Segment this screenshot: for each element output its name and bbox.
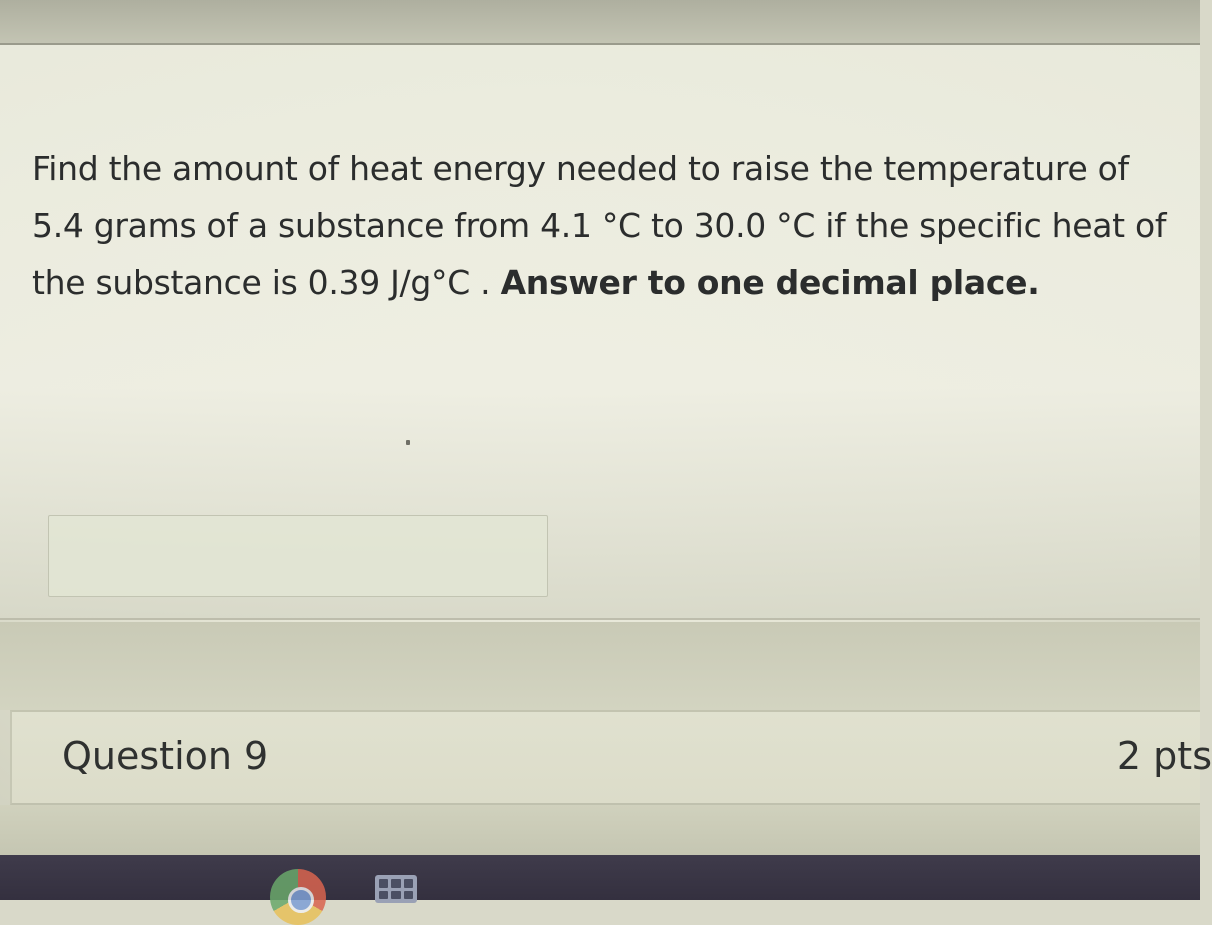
- question-body: Find the amount of heat energy needed to raise the temperature of 5.4 grams of a substance from 4.1 °C to 30.0 °C if the specific heat of the substance is 0.39 J/g°C .: [32, 149, 1167, 302]
- mouse-cursor: [406, 440, 410, 445]
- app-grid-icon[interactable]: [375, 875, 417, 903]
- top-divider-band: [0, 0, 1200, 45]
- question-9-header: [10, 710, 1212, 805]
- question-title: Question 9: [62, 734, 269, 778]
- question-points: 2 pts: [1116, 734, 1212, 778]
- taskbar: [0, 855, 1200, 900]
- chrome-icon[interactable]: [270, 869, 326, 925]
- question-text: [32, 140, 1172, 311]
- question-body-area: [0, 805, 1200, 855]
- section-gap: [0, 622, 1200, 710]
- question-instruction: Answer to one decimal place.: [500, 263, 1040, 302]
- question-card: [0, 45, 1200, 620]
- answer-input[interactable]: [48, 515, 548, 597]
